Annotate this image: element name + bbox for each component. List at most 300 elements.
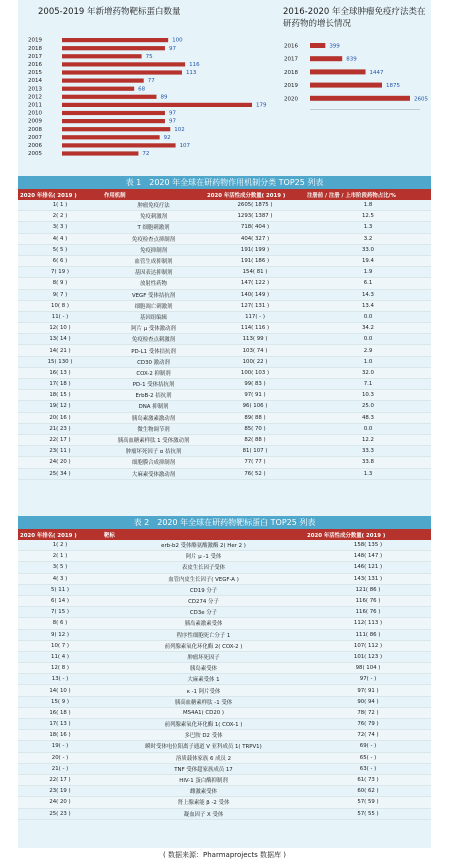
table-cell: 100( 103 ): [205, 367, 305, 378]
bar: [62, 87, 134, 91]
table-cell: 胰高血糖素样肽 1 受体激动剂: [102, 434, 205, 445]
table-row: [18, 356, 431, 367]
table-cell: 8( 9 ): [18, 278, 102, 289]
table-cell: 7.1: [305, 379, 431, 390]
value-label: 72: [142, 151, 150, 158]
table-row: [18, 741, 431, 752]
bar: [62, 151, 138, 155]
table-cell: 前列腺素氧化环化酶 1( COX-1 ): [102, 719, 305, 730]
table-cell: 143( 131 ): [305, 573, 431, 584]
table-cell: 85( 70 ): [205, 423, 305, 434]
table-cell: 瞬时受体电位阳离子通道 V 亚科成员 1( TRPV1): [102, 741, 305, 752]
table-cell: 21( - ): [18, 763, 102, 774]
table2-title: 表 2 2020 年全球在研药物靶标蛋白 TOP25 列表: [18, 516, 431, 529]
value-label: 113: [185, 70, 197, 77]
table-cell: 21( 23 ): [18, 423, 102, 434]
table1-title: 表 1 2020 年全球在研药物作用机制分类 TOP25 列表: [18, 176, 431, 189]
table-cell: TNF 受体超家族成员 17: [102, 763, 305, 774]
table-cell: 细胞膜合成抑制剂: [102, 457, 205, 468]
bar: [62, 127, 170, 131]
table-row: [18, 334, 431, 345]
table-cell: 3.2: [305, 233, 431, 244]
column-header: 2020 年活性成分数量( 2019 ): [205, 189, 305, 200]
table-row: [18, 434, 431, 445]
table-row: [18, 618, 431, 629]
table-cell: HIV-1 蛋白酶抑制剂: [102, 774, 305, 785]
table-cell: 1( 1 ): [18, 200, 102, 211]
table-row: [18, 595, 431, 606]
table-row: [18, 300, 431, 311]
table-row: [18, 573, 431, 584]
table-cell: 98( 104 ): [305, 663, 431, 674]
bar: [62, 95, 156, 99]
table-cell: 细胞凋亡刺激剂: [102, 300, 205, 311]
table-cell: 97( 91 ): [305, 685, 431, 696]
table-row: [18, 640, 431, 651]
table-cell: 114( 116 ): [205, 323, 305, 334]
table-cell: 5( 5 ): [18, 244, 102, 255]
value-label: 839: [346, 56, 357, 63]
value-label: 116: [189, 62, 200, 68]
table-row: [18, 255, 431, 266]
table-cell: CD274 分子: [102, 595, 305, 606]
table-cell: VEGF 受体拮抗剂: [102, 289, 205, 300]
table-cell: 10.3: [305, 390, 431, 401]
table-cell: 7( 19 ): [18, 267, 102, 278]
table-cell: 12.5: [305, 211, 431, 222]
table-cell: 32.0: [305, 367, 431, 378]
table-cell: 90( 94 ): [305, 696, 431, 707]
year-label: 2017: [284, 56, 298, 63]
table-cell: 凝血因子 X 受体: [102, 808, 305, 819]
bar: [62, 38, 168, 42]
value-label: 399: [329, 43, 340, 50]
table-cell: 1.3: [305, 468, 431, 479]
table-row: [18, 685, 431, 696]
table-cell: 100( 22 ): [205, 356, 305, 367]
table-cell: 肾上腺素能 β -2 受体: [102, 797, 305, 808]
table-cell: 4( 4 ): [18, 233, 102, 244]
table-cell: 雌激素受体: [102, 786, 305, 797]
table-cell: 5( 11 ): [18, 584, 102, 595]
value-label: 75: [145, 53, 153, 60]
year-label: 2013: [28, 86, 42, 93]
data-source-footer: ( 数据来源：Pharmaprojects 数据库 ): [163, 851, 286, 859]
table-cell: 2.9: [305, 345, 431, 356]
table-cell: 16( 13 ): [18, 367, 102, 378]
table-row: [18, 551, 431, 562]
year-label: 2015: [28, 70, 42, 77]
table-cell: 基因组编辑: [102, 311, 205, 322]
table-cell: 14( 10 ): [18, 685, 102, 696]
table-cell: 19( - ): [18, 741, 102, 752]
table-row: [18, 468, 431, 479]
new-targets-bar-chart: [26, 36, 276, 166]
table-cell: 57( 59 ): [305, 797, 431, 808]
table-row: [18, 674, 431, 685]
value-label: 107: [179, 143, 191, 149]
value-label: 1875: [385, 83, 400, 90]
table-row: [18, 763, 431, 774]
year-label: 2008: [28, 126, 42, 133]
column-header: 靶标: [102, 529, 305, 540]
table-cell: 65( - ): [305, 752, 431, 763]
table-row: [18, 629, 431, 640]
table-row: [18, 696, 431, 707]
table-cell: 免疫检查点抑制剂: [102, 233, 205, 244]
table-cell: 20( - ): [18, 752, 102, 763]
table-cell: 99( 83 ): [205, 379, 305, 390]
table-cell: 0.0: [305, 334, 431, 345]
table-row: [18, 752, 431, 763]
value-label: 77: [147, 78, 155, 85]
table-cell: PD-1 受体拮抗剂: [102, 379, 205, 390]
table-row: [18, 786, 431, 797]
table-cell: 16( 18 ): [18, 707, 102, 718]
table-cell: 15( 130 ): [18, 356, 102, 367]
table-cell: 24( 20 ): [18, 797, 102, 808]
table-cell: 191( 199 ): [205, 244, 305, 255]
table-cell: 肿瘤坏死因子 α 拮抗剂: [102, 446, 205, 457]
table-cell: 72( 74 ): [305, 730, 431, 741]
table-cell: 148( 147 ): [305, 551, 431, 562]
bar: [62, 46, 165, 50]
table-row: [18, 323, 431, 334]
table-cell: 9( 7 ): [18, 289, 102, 300]
chart1-title: 2005-2019 年新增药物靶标蛋白数量: [38, 7, 181, 17]
year-label: 2007: [28, 134, 42, 141]
table-cell: 48.3: [305, 412, 431, 423]
table-row: [18, 651, 431, 662]
value-label: 92: [163, 134, 171, 141]
table-cell: 6.1: [305, 278, 431, 289]
table-cell: T 细胞刺激剂: [102, 222, 205, 233]
table-cell: 1.0: [305, 356, 431, 367]
table-row: [18, 808, 431, 819]
table-cell: 101( 123 ): [305, 651, 431, 662]
table-cell: 血管内皮生长因子( VEGF-A ): [102, 573, 305, 584]
table-cell: 23( 11 ): [18, 446, 102, 457]
bar: [62, 111, 165, 115]
table-cell: 10( 8 ): [18, 300, 102, 311]
table-cell: 17( 18 ): [18, 379, 102, 390]
table-row: [18, 278, 431, 289]
table-cell: 22( 17 ): [18, 774, 102, 785]
value-label: 89: [160, 94, 168, 101]
table-cell: 13( 14 ): [18, 334, 102, 345]
table-cell: 81( 107 ): [205, 446, 305, 457]
table-row: [18, 379, 431, 390]
table-cell: 4( 3 ): [18, 573, 102, 584]
table-cell: 13( - ): [18, 674, 102, 685]
table-cell: 10( 7 ): [18, 640, 102, 651]
year-label: 2016: [284, 43, 298, 50]
value-label: 97: [168, 118, 176, 125]
table-cell: 2( 2 ): [18, 211, 102, 222]
table-row: [18, 244, 431, 255]
table-cell: 1293( 1387 ): [205, 211, 305, 222]
column-header: 作用机制: [102, 189, 205, 200]
table-cell: 57( 55 ): [305, 808, 431, 819]
value-label: 179: [256, 102, 267, 109]
table-cell: 25( 34 ): [18, 468, 102, 479]
table-row: [18, 267, 431, 278]
table-cell: MS4A1( CD20 ): [102, 707, 305, 718]
year-label: 2019: [284, 83, 298, 90]
table-cell: 17( 13 ): [18, 719, 102, 730]
table-cell: 18( 15 ): [18, 390, 102, 401]
table-cell: 20( 16 ): [18, 412, 102, 423]
table-row: [18, 719, 431, 730]
table-cell: 胰高血糖素样肽 -1 受体: [102, 696, 305, 707]
table-cell: 6( 14 ): [18, 595, 102, 606]
table-cell: 116( 76 ): [305, 607, 431, 618]
table-cell: 阿片 μ 受体激动剂: [102, 323, 205, 334]
year-label: 2020: [284, 96, 298, 103]
table-cell: 718( 404 ): [205, 222, 305, 233]
bar: [62, 54, 142, 58]
table-cell: CD3e 分子: [102, 607, 305, 618]
table-cell: 158( 135 ): [305, 540, 431, 551]
table-cell: 97( 91 ): [205, 390, 305, 401]
table-cell: 117( - ): [205, 311, 305, 322]
year-label: 2014: [28, 78, 42, 85]
table-cell: 阿片 μ -1 受体: [102, 551, 305, 562]
year-label: 2017: [28, 53, 42, 60]
table-cell: 82( 88 ): [205, 434, 305, 445]
table-cell: 34.2: [305, 323, 431, 334]
column-header: 2020 年排名( 2019 ): [18, 189, 102, 200]
table-cell: 13.4: [305, 300, 431, 311]
table-cell: 3( 3 ): [18, 222, 102, 233]
table-cell: PD-L1 受体拮抗剂: [102, 345, 205, 356]
table-cell: 肿瘤免疫疗法: [102, 200, 205, 211]
table-row: [18, 423, 431, 434]
table-cell: 97( - ): [305, 674, 431, 685]
table-cell: 表皮生长因子受体: [102, 562, 305, 573]
table-cell: 8( 6 ): [18, 618, 102, 629]
bar: [310, 83, 382, 88]
year-label: 2019: [28, 37, 42, 44]
table-row: [18, 540, 431, 551]
value-label: 2605: [414, 96, 428, 103]
table-cell: 33.0: [305, 244, 431, 255]
table-row: [18, 797, 431, 808]
table-row: [18, 345, 431, 356]
table-row: [18, 562, 431, 573]
bar: [310, 56, 342, 61]
table-cell: 溶质载体家族 6 成员 2: [102, 752, 305, 763]
bar: [62, 119, 165, 123]
bar: [62, 70, 182, 74]
table-cell: 25.0: [305, 401, 431, 412]
table-cell: 22( 17 ): [18, 434, 102, 445]
table-cell: 15( 9 ): [18, 696, 102, 707]
table-cell: 2605( 1875 ): [205, 200, 305, 211]
table-cell: 18( 16 ): [18, 730, 102, 741]
bar: [62, 79, 144, 83]
table-row: [18, 412, 431, 423]
table-cell: 33.8: [305, 457, 431, 468]
table-row: [18, 663, 431, 674]
table-cell: 11( - ): [18, 311, 102, 322]
table-cell: 程序性细胞死亡分子 1: [102, 629, 305, 640]
table-cell: 33.3: [305, 446, 431, 457]
table-cell: 12( 8 ): [18, 663, 102, 674]
table-row: [18, 707, 431, 718]
year-label: 2006: [28, 143, 42, 149]
column-header: 注册前 / 注册 / 上市阶段药物占比/%: [305, 189, 431, 200]
bar: [62, 62, 185, 66]
table-row: [18, 457, 431, 468]
table-row: [18, 390, 431, 401]
value-label: 97: [168, 45, 176, 52]
table-cell: 111( 86 ): [305, 629, 431, 640]
target-table-header: [18, 529, 431, 540]
table-cell: 19.4: [305, 255, 431, 266]
table-cell: 12.2: [305, 434, 431, 445]
table-cell: 69( - ): [305, 741, 431, 752]
table-row: [18, 774, 431, 785]
immuno-oncology-bar-chart: [282, 40, 432, 110]
table-cell: 大麻素受体激动剂: [102, 468, 205, 479]
bar: [310, 69, 366, 74]
table-cell: 免疫检查点刺激剂: [102, 334, 205, 345]
table-cell: 116( 76 ): [305, 595, 431, 606]
table-cell: 放射性药物: [102, 278, 205, 289]
year-label: 2016: [28, 62, 42, 68]
table-cell: 0.0: [305, 423, 431, 434]
table-cell: 121( 86 ): [305, 584, 431, 595]
table-cell: 146( 121 ): [305, 562, 431, 573]
table-cell: 76( 79 ): [305, 719, 431, 730]
table-cell: 胰岛素受体: [102, 663, 305, 674]
table-cell: 23( 19 ): [18, 786, 102, 797]
table-cell: 113( 99 ): [205, 334, 305, 345]
table-cell: 154( 81 ): [205, 267, 305, 278]
table-cell: 血管生成抑制剂: [102, 255, 205, 266]
table-row: [18, 289, 431, 300]
year-label: 2009: [28, 118, 42, 125]
table-cell: 19( 12 ): [18, 401, 102, 412]
mechanism-table-header: [18, 189, 431, 200]
table-cell: COX-2 抑制剂: [102, 367, 205, 378]
bar: [62, 135, 160, 139]
table-cell: 78( 72 ): [305, 707, 431, 718]
table-row: [18, 200, 431, 211]
table-cell: 基因表达抑制剂: [102, 267, 205, 278]
table-row: [18, 211, 431, 222]
table-cell: 61( 73 ): [305, 774, 431, 785]
table-cell: ErbB-2 拮抗剂: [102, 390, 205, 401]
table-cell: 12( 10 ): [18, 323, 102, 334]
bar: [62, 103, 252, 107]
column-header: 2020 年活性成分数量( 2019 ): [305, 529, 431, 540]
table-cell: 1.8: [305, 200, 431, 211]
table-cell: 127( 131 ): [205, 300, 305, 311]
table-cell: 免疫抑制剂: [102, 244, 205, 255]
table-cell: 微生物调节剂: [102, 423, 205, 434]
table-cell: 胰岛素激素受体: [102, 618, 305, 629]
table-cell: 24( 20 ): [18, 457, 102, 468]
chart2-title: 2016-2020 年全球肿瘤免疫疗法类在研药物的增长情况: [283, 7, 426, 29]
table-row: [18, 584, 431, 595]
table-row: [18, 607, 431, 618]
table-cell: 7( 15 ): [18, 607, 102, 618]
table-cell: DNA 抑制剂: [102, 401, 205, 412]
column-header: 2020 年排名( 2019 ): [18, 529, 102, 540]
table-row: [18, 730, 431, 741]
table-cell: 免疫刺激剂: [102, 211, 205, 222]
table-cell: 1.3: [305, 222, 431, 233]
table-cell: 14.3: [305, 289, 431, 300]
bar: [310, 43, 325, 48]
table-cell: 191( 186 ): [205, 255, 305, 266]
table-row: [18, 311, 431, 322]
year-label: 2018: [28, 45, 42, 52]
table-cell: 107( 112 ): [305, 640, 431, 651]
target-table: [18, 529, 431, 820]
table-cell: 大麻素受体 1: [102, 674, 305, 685]
table-cell: 胰岛素激素激动剂: [102, 412, 205, 423]
table-cell: 0.0: [305, 311, 431, 322]
table-row: [18, 367, 431, 378]
year-label: 2012: [28, 94, 42, 101]
table-cell: 14( 21 ): [18, 345, 102, 356]
table-row: [18, 401, 431, 412]
table-cell: CD19 分子: [102, 584, 305, 595]
year-label: 2005: [28, 151, 42, 158]
table-cell: 25( 23 ): [18, 808, 102, 819]
table-cell: 3( 5 ): [18, 562, 102, 573]
table-cell: 1.9: [305, 267, 431, 278]
table-cell: 76( 52 ): [205, 468, 305, 479]
value-label: 97: [168, 110, 176, 117]
table-cell: 11( 4 ): [18, 651, 102, 662]
table-cell: 63( - ): [305, 763, 431, 774]
bar: [62, 143, 176, 147]
table-cell: 多巴胺 D2 受体: [102, 730, 305, 741]
table-cell: 9( 12 ): [18, 629, 102, 640]
table-cell: 前列腺素氧化环化酶 2( COX-2 ): [102, 640, 305, 651]
value-label: 1447: [369, 69, 384, 76]
table-cell: 147( 122 ): [205, 278, 305, 289]
mechanism-table: [18, 189, 431, 480]
table-cell: 140( 149 ): [205, 289, 305, 300]
table-row: [18, 222, 431, 233]
table-cell: 60( 62 ): [305, 786, 431, 797]
table-cell: 6( 6 ): [18, 255, 102, 266]
table-cell: 1( 2 ): [18, 540, 102, 551]
bar: [310, 96, 410, 101]
year-label: 2010: [28, 110, 42, 117]
table-cell: 404( 327 ): [205, 233, 305, 244]
table-cell: CD30 激动剂: [102, 356, 205, 367]
table-cell: 89( 88 ): [205, 412, 305, 423]
table-cell: κ -1 阿片受体: [102, 685, 305, 696]
table-cell: 112( 113 ): [305, 618, 431, 629]
table-cell: erb-b2 受体酪氨酸激酶 2( Her 2 ): [102, 540, 305, 551]
table-cell: 2( 1 ): [18, 551, 102, 562]
table-cell: 103( 74 ): [205, 345, 305, 356]
table-row: [18, 446, 431, 457]
table-cell: 96( 106 ): [205, 401, 305, 412]
value-label: 102: [174, 126, 185, 133]
value-label: 100: [172, 37, 183, 44]
year-label: 2011: [28, 102, 42, 109]
year-label: 2018: [284, 69, 298, 76]
table-row: [18, 233, 431, 244]
